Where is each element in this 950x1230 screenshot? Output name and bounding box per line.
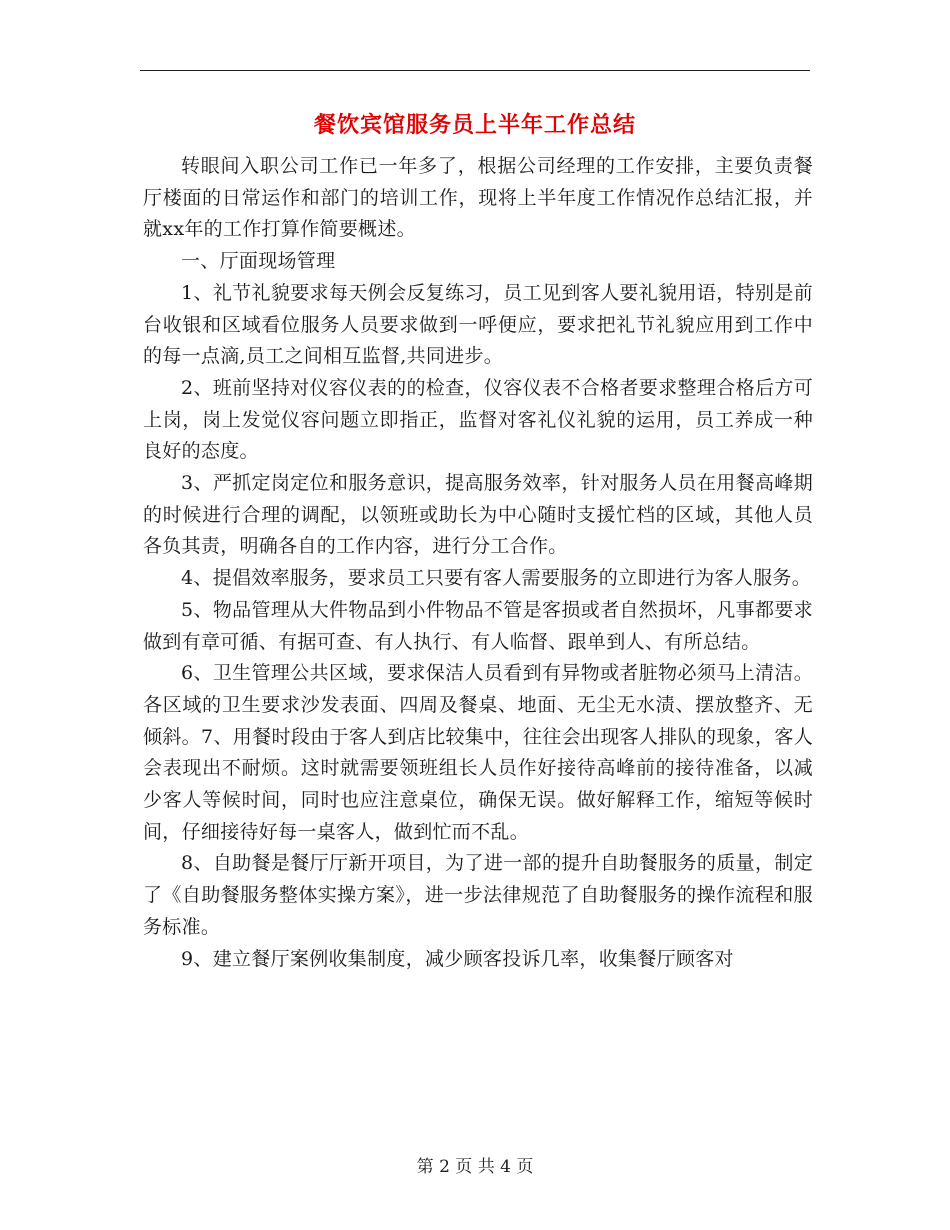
paragraph-item-5: 5、物品管理从大件物品到小件物品不管是客损或者自然损坏，凡事都要求做到有章可循、有据可查、有人执行、有人临督、跟单到人、有所总结。	[143, 598, 813, 653]
paragraph-item-6-7: 6、卫生管理公共区域，要求保洁人员看到有异物或者脏物必须马上清洁。各区域的卫生要求沙发表面、四周及餐桌、地面、无尘无水渍、摆放整齐、无倾斜。7、用餐时段由于客人到店比较集中，往往会出现客人排队的现象，客人会表现出不耐烦。这时就需要领班组长人员作好接待高峰前的接待准备，以减少客人等候时间，同时也应注意桌位，确保无误。做好解释工作，缩短等候时间，仔细接待好每一桌客人，做到忙而不乱。	[143, 662, 813, 843]
page-number-footer: 第 2 页 共 4 页	[416, 1157, 534, 1177]
paragraph-item-3: 3、严抓定岗定位和服务意识，提高服务效率，针对服务人员在用餐高峰期的时候进行合理的调配，以领班或助长为中心随时支援忙档的区域，其他人员各负其责，明确各自的工作内容，进行分工合作。	[143, 472, 813, 558]
paragraph-item-2: 2、班前坚持对仪容仪表的的检查，仪容仪表不合格者要求整理合格后方可上岗，岗上发觉仪容问题立即指正，监督对客礼仪礼貌的运用，员工养成一种良好的态度。	[143, 376, 813, 463]
section-heading: 一、厅面现场管理	[181, 250, 336, 273]
paragraph-item-4: 4、提倡效率服务，要求员工只要有客人需要服务的立即进行为客人服务。	[181, 567, 811, 590]
document-body	[143, 151, 813, 975]
paragraph-intro: 转眼间入职公司工作已一年多了，根据公司经理的工作安排，主要负责餐厅楼面的日常运作和部门的培训工作，现将上半年度工作情况作总结汇报，并就xx年的工作打算作简要概述。	[143, 155, 813, 241]
header-rule	[140, 70, 810, 71]
document-title: 餐饮宾馆服务员上半年工作总结	[313, 112, 636, 138]
paragraph-item-9: 9、建立餐厅案例收集制度，减少顾客投诉几率，收集餐厅顾客对	[181, 947, 734, 970]
paragraph-item-8: 8、自助餐是餐厅厅新开项目，为了进一部的提升自助餐服务的质量，制定了《自助餐服务整体实操方案》，进一步法律规范了自助餐服务的操作流程和服务标准。	[143, 852, 813, 938]
paragraph-item-1: 1、礼节礼貌要求每天例会反复练习，员工见到客人要礼貌用语，特别是前台收银和区域看位服务人员要求做到一呼便应，要求把礼节礼貌应用到工作中的每一点滴,员工之间相互监督,共同进步。	[143, 281, 813, 368]
